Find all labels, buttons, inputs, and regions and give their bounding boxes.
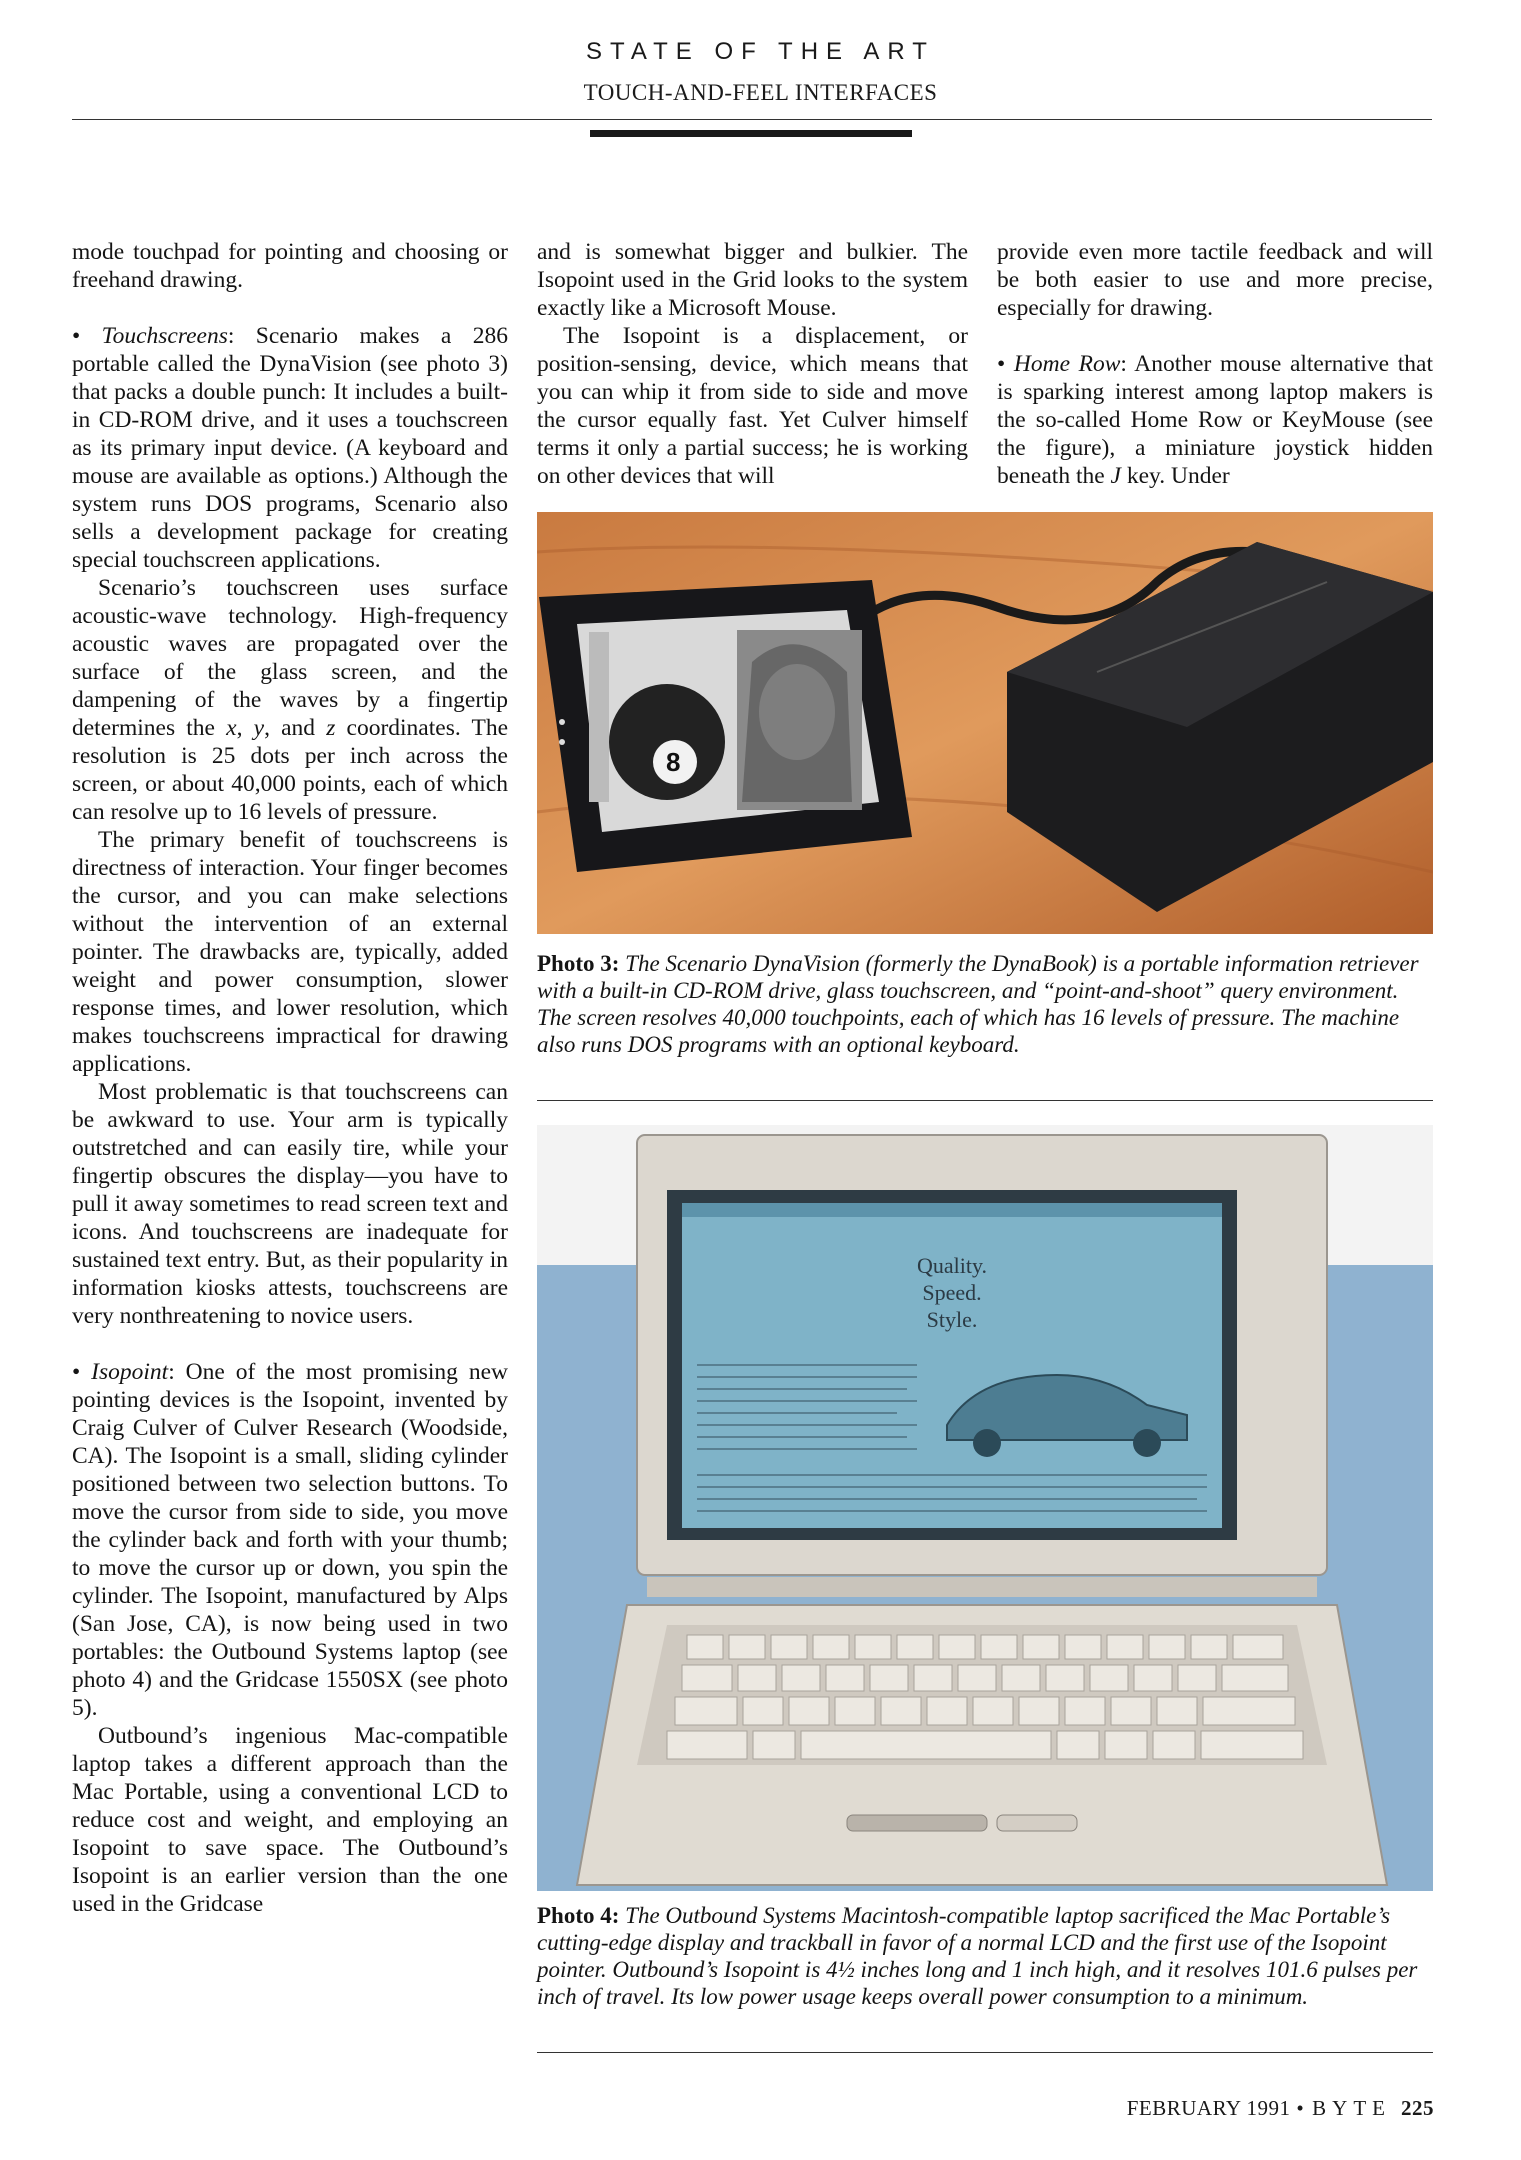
bullet: • <box>72 1359 92 1385</box>
screen-text-style: Style. <box>926 1307 978 1332</box>
paragraph: Outbound’s ingenious Mac-compatible laptop takes a different approach than the Mac Portable, using a conventional LCD to reduce cost and weight, and employing an Isopoint to save space. The Outbound’s Isopoint is an earlier version than the one used in the Gridcase <box>72 1723 508 1917</box>
caption-text: The Scenario DynaVision (formerly the DynaBook) is a portable information retriever with a built-in CD-ROM drive, glass touchscreen, and “point-and-shoot” query environment. The screen resolves 40,000 touchpoints, each of which has 16 levels of pressure. The machine also runs DOS programs with an optional keyboard. <box>537 951 1419 1057</box>
photo-4-caption <box>537 1902 1433 2010</box>
var-z: z <box>326 715 336 741</box>
paragraph: Most problematic is that touchscreens can be awkward to use. Your arm is typically outstretched and can easily tire, while your fingertip obscures the display—you have to pull it away sometimes to read screen text and icons. And touchscreens are inadequate for sustained text entry. But, as their popularity in information kiosks attests, touchscreens are very nonthreatening to novice users. <box>72 1079 508 1329</box>
term-home-row: Home Row <box>1013 351 1121 377</box>
paragraph-text: Scenario’s touchscreen uses surface acoustic-wave technology. High-frequency acoustic waves are propagated over the surface of the glass screen, and the dampening of the waves by a fingertip determines the <box>72 575 508 741</box>
bullet: • <box>72 323 102 349</box>
paragraph-home-row <box>997 350 1433 490</box>
isopoint-pointer <box>847 1815 987 1831</box>
issue-date: FEBRUARY 1991 <box>1126 2096 1291 2120</box>
photo-3-caption <box>537 950 1433 1058</box>
caption-text: The Outbound Systems Macintosh-compatible laptop sacrificed the Mac Portable’s cutting-edge display and trackball in favor of a normal LCD and the first use of the Isopoint pointer. Outbound’s Isopoint is 4½ inches long and 1 inch high, and it resolves 101.6 pulses per inch of travel. Its low power usage keeps overall power consumption to a minimum. <box>537 1903 1418 2009</box>
keycaps <box>667 1635 1303 1759</box>
paragraph: The primary benefit of touchscreens is directness of interaction. Your finger becomes the cursor, and you can make selections without the intervention of an external pointer. The drawbacks are, typically, added weight and power consumption, slower response times, and lower resolution, which makes touchscreens impractical for drawing applications. <box>72 827 508 1077</box>
caption-label: Photo 3: <box>537 951 620 976</box>
term-isopoint: Isopoint <box>91 1359 169 1385</box>
section-heading: STATE OF THE ART <box>586 38 935 65</box>
photo-3-dynavision <box>537 512 1433 934</box>
text-column-2 <box>537 238 968 490</box>
ball-number: 8 <box>666 747 681 777</box>
paragraph: and is somewhat bigger and bulkier. The Isopoint used in the Grid looks to the system exactly like a Microsoft Mouse. <box>537 239 968 321</box>
paragraph-touchscreens <box>72 322 508 574</box>
screen-text-quality: Quality. <box>916 1253 988 1278</box>
paragraph-text: , and <box>264 715 327 741</box>
photo-4-outbound-laptop <box>537 1125 1433 1891</box>
var-y: y <box>253 715 265 741</box>
text-column-1 <box>72 238 508 1918</box>
paragraph-text: : Another mouse alternative that is sparking interest among laptop makers is the so-called Home Row or KeyMouse (see the figure), a miniature joystick hidden beneath the <box>997 351 1433 489</box>
paragraph-text: : One of the most promising new pointing devices is the Isopoint, invented by Craig Culver of Culver Research (Woodside, CA). The Isopoint is a small, sliding cylinder positioned between two selection buttons. To move the cursor from side to side, you move the cylinder back and forth with your thumb; to move the cursor up or down, you spin the cylinder. The Isopoint, manufactured by Alps (San Jose, CA), is now being used in two portables: the Outbound Systems laptop (see photo 4) and the Gridcase 1550SX (see photo 5). <box>72 1359 508 1721</box>
screen-text-speed: Speed. <box>922 1280 982 1305</box>
page-footer <box>1127 2096 1434 2121</box>
paragraph: mode touchpad for pointing and choosing or freehand drawing. <box>72 239 508 293</box>
dynavision-illustration <box>537 512 1433 934</box>
text-column-3 <box>997 238 1433 490</box>
caption-rule <box>537 1100 1433 1101</box>
term-touchscreens: Touchscreens <box>101 323 228 349</box>
article-heading: TOUCH-AND-FEEL INTERFACES <box>583 80 938 105</box>
paragraph-saw <box>72 574 508 826</box>
page-number: 225 <box>1401 2096 1434 2120</box>
header-bar <box>590 130 912 137</box>
paragraph: provide even more tactile feedback and will be both easier to use and more precise, especially for drawing. <box>997 239 1433 321</box>
laptop-illustration <box>537 1125 1433 1891</box>
header-rule <box>72 119 1432 120</box>
paragraph-text: : Scenario makes a 286 portable called the DynaVision (see photo 3) that packs a double punch: It includes a built-in CD-ROM drive, and it uses a touchscreen as its primary input device. (A keyboard and mouse are available as options.) Although the system runs DOS programs, Scenario also sells a development package for creating special touchscreen applications. <box>72 323 508 573</box>
key-j: J <box>1110 463 1121 489</box>
var-x: x <box>226 715 237 741</box>
magazine-name: BYTE <box>1312 2096 1391 2120</box>
paragraph-text: , <box>236 715 254 741</box>
caption-label: Photo 4: <box>537 1903 620 1928</box>
paragraph-text: key. Under <box>1120 463 1230 489</box>
paragraph: The Isopoint is a displacement, or position-sensing, device, which means that you can whip it from side to side and move the cursor equally fast. Yet Culver himself terms it only a partial success; he is working on other devices that will <box>537 323 968 489</box>
bullet: • <box>997 351 1014 377</box>
paragraph-text: coordinates. The resolution is 25 dots per inch across the screen, or about 40,000 points, each of which can resolve up to 16 levels of pressure. <box>72 715 508 825</box>
caption-rule <box>537 2052 1433 2053</box>
footer-separator: • <box>1296 2096 1305 2120</box>
paragraph-isopoint <box>72 1358 508 1722</box>
